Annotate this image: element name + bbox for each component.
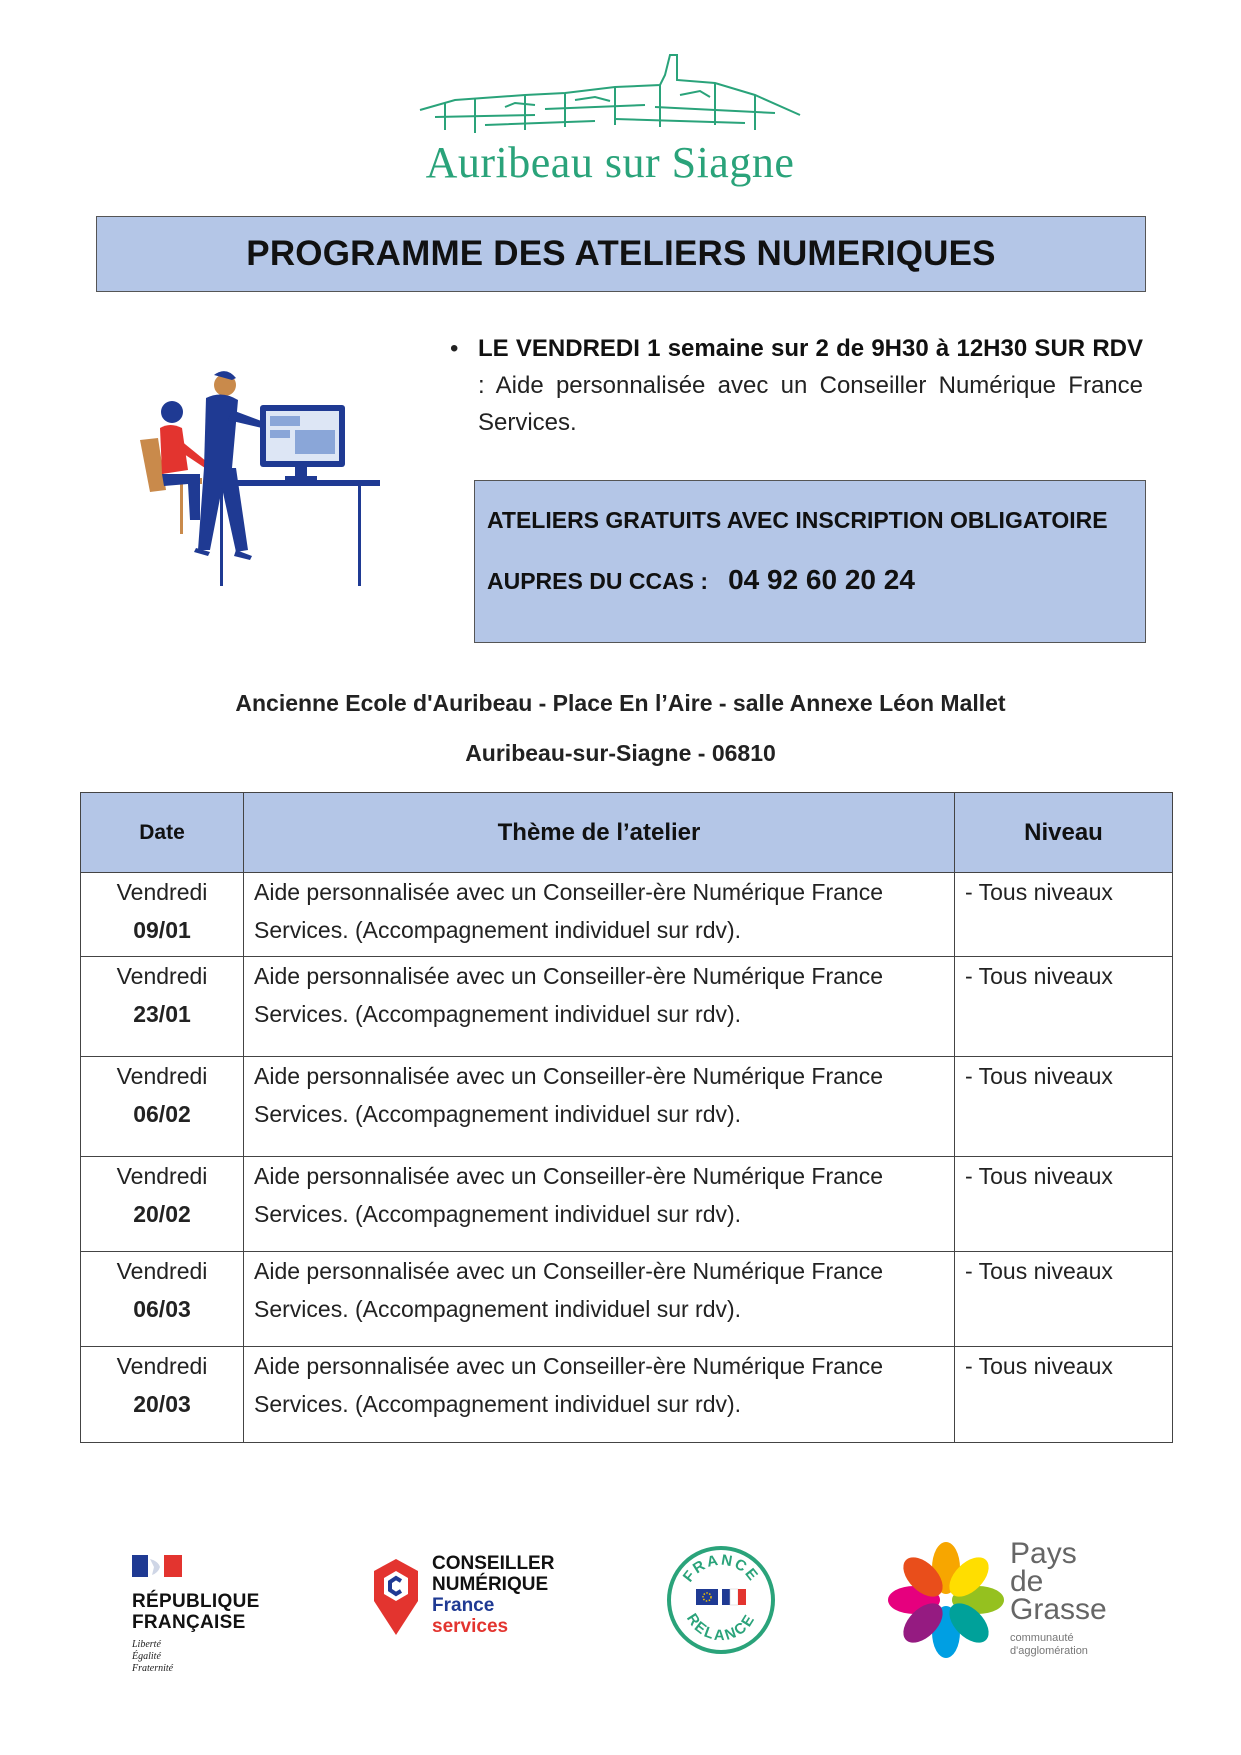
cn-line3: France bbox=[432, 1595, 495, 1616]
date-value: 20/02 bbox=[133, 1201, 191, 1227]
date-value: 20/03 bbox=[133, 1391, 191, 1417]
france-text: FRANCE bbox=[679, 1551, 763, 1586]
conseiller-numerique-logo bbox=[370, 1553, 570, 1643]
republique-francaise-logo bbox=[132, 1555, 262, 1674]
pays-de-grasse-subtitle bbox=[1010, 1632, 1088, 1658]
date-cell bbox=[81, 1057, 244, 1157]
page-title: PROGRAMME DES ATELIERS NUMERIQUES bbox=[246, 234, 996, 273]
table-row bbox=[81, 1252, 1173, 1347]
marianne-flag-icon bbox=[132, 1555, 182, 1577]
republique-francaise-text bbox=[132, 1591, 260, 1633]
theme-cell: Aide personnalisée avec un Conseiller-ère Numérique France Services. (Accompagnement individuel sur rdv). bbox=[244, 1252, 955, 1347]
village-skyline-icon bbox=[415, 45, 805, 145]
header-level: Niveau bbox=[955, 793, 1173, 873]
pays-de-grasse-logo bbox=[886, 1537, 1146, 1660]
france-relance-badge-icon bbox=[666, 1545, 776, 1655]
title-box bbox=[96, 216, 1146, 292]
pg-line1: Pays bbox=[1010, 1537, 1077, 1570]
pg-line2: de bbox=[1010, 1565, 1044, 1598]
day-label: Vendredi bbox=[116, 879, 208, 905]
date-cell bbox=[81, 957, 244, 1057]
phone-number[interactable]: 04 92 60 20 24 bbox=[728, 564, 915, 595]
day-label: Vendredi bbox=[116, 1258, 208, 1284]
day-label: Vendredi bbox=[116, 1353, 208, 1379]
table-row bbox=[81, 1057, 1173, 1157]
date-value: 09/01 bbox=[133, 917, 191, 943]
day-label: Vendredi bbox=[116, 1163, 208, 1189]
date-cell bbox=[81, 1347, 244, 1443]
cn-line1: CONSEILLER bbox=[432, 1553, 555, 1574]
france-relance-logo bbox=[666, 1545, 776, 1655]
day-label: Vendredi bbox=[116, 963, 208, 989]
theme-cell: Aide personnalisée avec un Conseiller-ère Numérique France Services. (Accompagnement individuel sur rdv). bbox=[244, 1057, 955, 1157]
date-value: 06/02 bbox=[133, 1101, 191, 1127]
cn-line2: NUMÉRIQUE bbox=[432, 1574, 549, 1595]
motto-fraternite: Fraternité bbox=[132, 1663, 174, 1674]
date-cell bbox=[81, 873, 244, 957]
pg-sub1: communauté bbox=[1010, 1632, 1074, 1644]
relance-text: RELANCE bbox=[683, 1610, 759, 1645]
rf-line1: RÉPUBLIQUE bbox=[132, 1591, 260, 1612]
theme-cell: Aide personnalisée avec un Conseiller-ère Numérique France Services. (Accompagnement individuel sur rdv). bbox=[244, 957, 955, 1057]
table-row bbox=[81, 1157, 1173, 1252]
schedule-description: : Aide personnalisée avec un Conseiller Numérique France Services. bbox=[478, 372, 1143, 436]
schedule-table bbox=[80, 792, 1173, 1443]
day-label: Vendredi bbox=[116, 1063, 208, 1089]
bullet-icon: • bbox=[450, 335, 459, 362]
level-cell: - Tous niveaux bbox=[955, 873, 1173, 957]
cn-line4: services bbox=[432, 1616, 509, 1637]
date-cell bbox=[81, 1252, 244, 1347]
registration-notice: ATELIERS GRATUITS AVEC INSCRIPTION OBLIGATOIRE bbox=[487, 507, 1108, 533]
level-cell: - Tous niveaux bbox=[955, 1057, 1173, 1157]
town-name: Auribeau sur Siagne bbox=[425, 138, 795, 187]
theme-cell: Aide personnalisée avec un Conseiller-ère Numérique France Services. (Accompagnement individuel sur rdv). bbox=[244, 873, 955, 957]
level-cell: - Tous niveaux bbox=[955, 1252, 1173, 1347]
pg-sub2: d'agglomération bbox=[1010, 1645, 1088, 1657]
town-logo bbox=[415, 45, 805, 185]
table-row bbox=[81, 873, 1173, 957]
computer-users-illustration bbox=[140, 370, 400, 590]
table-header-row bbox=[81, 793, 1173, 873]
people-at-computer-icon bbox=[140, 370, 400, 590]
map-pin-icon bbox=[370, 1557, 422, 1637]
registration-box bbox=[474, 480, 1146, 643]
header-theme: Thème de l’atelier bbox=[244, 793, 955, 873]
schedule-bold-text: LE VENDREDI 1 semaine sur 2 de 9H30 à 12H30 SUR RDV bbox=[478, 335, 1143, 362]
date-value: 06/03 bbox=[133, 1296, 191, 1322]
venue-town: Auribeau-sur-Siagne - 06810 bbox=[465, 740, 776, 766]
contact-line bbox=[487, 564, 1133, 596]
rf-line2: FRANÇAISE bbox=[132, 1612, 246, 1633]
level-cell: - Tous niveaux bbox=[955, 1347, 1173, 1443]
motto-liberte: Liberté bbox=[132, 1639, 161, 1650]
schedule-bullet bbox=[450, 330, 1143, 441]
table-row bbox=[81, 1347, 1173, 1443]
pays-de-grasse-text bbox=[1010, 1537, 1107, 1626]
republic-motto bbox=[132, 1639, 173, 1675]
venue-address: Ancienne Ecole d'Auribeau - Place En l’Aire - salle Annexe Léon Mallet bbox=[235, 690, 1006, 716]
pg-line3: Grasse bbox=[1010, 1593, 1107, 1626]
date-cell bbox=[81, 1157, 244, 1252]
theme-cell: Aide personnalisée avec un Conseiller-ère Numérique France Services. (Accompagnement individuel sur rdv). bbox=[244, 1157, 955, 1252]
motto-egalite: Égalité bbox=[132, 1651, 161, 1662]
conseiller-numerique-text bbox=[432, 1553, 554, 1637]
date-value: 23/01 bbox=[133, 1001, 191, 1027]
level-cell: - Tous niveaux bbox=[955, 1157, 1173, 1252]
table-row bbox=[81, 957, 1173, 1057]
flower-icon bbox=[886, 1540, 1006, 1660]
header-date: Date bbox=[81, 793, 244, 873]
level-cell: - Tous niveaux bbox=[955, 957, 1173, 1057]
contact-label: AUPRES DU CCAS : bbox=[487, 568, 709, 594]
theme-cell: Aide personnalisée avec un Conseiller-ère Numérique France Services. (Accompagnement individuel sur rdv). bbox=[244, 1347, 955, 1443]
